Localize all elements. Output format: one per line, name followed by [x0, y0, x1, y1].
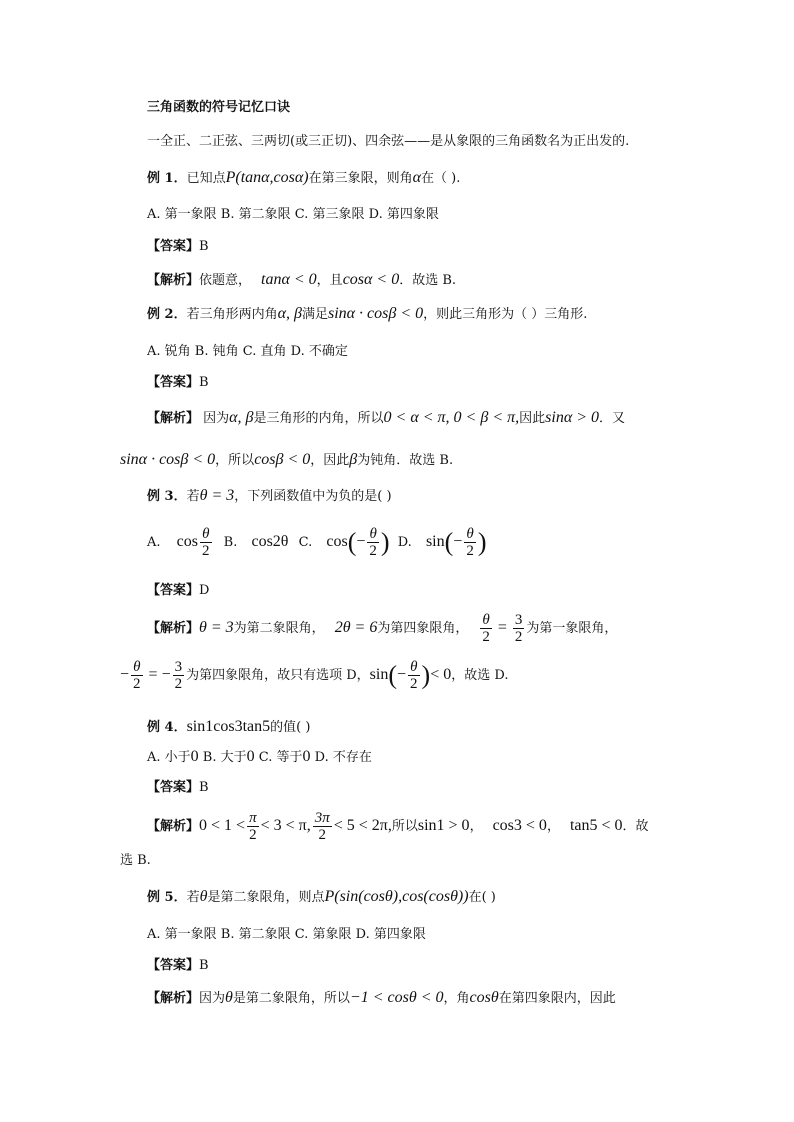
example-2-options: A. 锐角 B. 钝角 C. 直角 D. 不确定 — [147, 344, 348, 359]
example-4-explanation: 【解析】0 < 1 < $\frac{\pi}{2}$ < 3 < π, $\frac{3\pi}{2}$ < 5 < 2π,所以sin1 > 0， cos3 < 0， tan5 < 0．故 — [147, 810, 649, 843]
example-4-question: 例 4．sin1cos3tan5的值( ) — [147, 718, 311, 735]
example-5-explanation: 【解析】因为θ是第二象限角，所以−1 < cosθ < 0，角cosθ在第四象限内，因此 — [147, 989, 616, 1006]
example-3-explanation: 【解析】θ = 3为第二象限角， 2θ = 6为第四象限角， $\frac{\theta}{2}$ = $\frac{3}{2}$ 为第一象限角， — [147, 612, 618, 645]
example-3-options: A. cos $\frac{\theta}{2}$ B. cos2θ C. cos(− $\frac{\theta}{2}$ ) D. sin(− $\frac{\theta}{2}$ ) — [147, 526, 487, 559]
example-5-label: 例 5． — [147, 890, 187, 905]
example-2-explanation: 【解析】 因为α, β是三角形的内角，所以0 < α < π, 0 < β < π,因此sinα > 0．又 — [147, 409, 626, 426]
example-2-answer: 【答案】B — [147, 375, 209, 390]
example-1-explanation: 【解析】依题意， tanα < 0，且cosα < 0．故选 B. — [147, 271, 457, 288]
example-2-question: 例 2．若三角形两内角α, β满足sinα · cosβ < 0，则此三角形为（ ）三角形. — [147, 305, 588, 322]
example-1-answer: 【答案】B — [147, 239, 209, 254]
example-1-options: A. 第一象限 B. 第二象限 C. 第三象限 D. 第四象限 — [147, 207, 439, 222]
page-title: 三角函数的符号记忆口诀 — [147, 100, 291, 115]
example-5-question: 例 5．若θ是第二象限角，则点P(sin(cosθ),cos(cosθ))在( ) — [147, 888, 496, 905]
example-2-explanation-cont: sinα · cosβ < 0，所以cosβ < 0，因此β为钝角．故选 B. — [120, 451, 454, 468]
example-3-explanation-cont: − $\frac{\theta}{2}$ = − $\frac{3}{2}$ 为第四象限角，故只有选项 D，sin(− $\frac{\theta}{2}$ )< 0，故选 D. — [120, 659, 509, 692]
example-5-options: A. 第一象限 B. 第二象限 C. 第象限 D. 第四象限 — [147, 927, 426, 942]
example-1-question: 例 1．已知点P(tanα,cosα)在第三象限，则角α在（ ). — [147, 169, 461, 186]
example-3-label: 例 3． — [147, 489, 187, 504]
example-4-explanation-cont: 选 B. — [120, 853, 151, 868]
example-4-label: 例 4． — [147, 720, 187, 735]
example-4-options: A. 小于0 B. 大于0 C. 等于0 D. 不存在 — [147, 748, 372, 765]
example-3-question: 例 3．若θ = 3，下列函数值中为负的是( ) — [147, 487, 392, 504]
example-1-label: 例 1． — [147, 171, 187, 186]
intro-text: 一全正、二正弦、三两切(或三正切)、四余弦——是从象限的三角函数名为正出发的. — [147, 134, 630, 149]
example-4-answer: 【答案】B — [147, 780, 209, 795]
example-2-label: 例 2． — [147, 307, 187, 322]
example-3-answer: 【答案】D — [147, 583, 210, 598]
example-5-answer: 【答案】B — [147, 958, 209, 973]
